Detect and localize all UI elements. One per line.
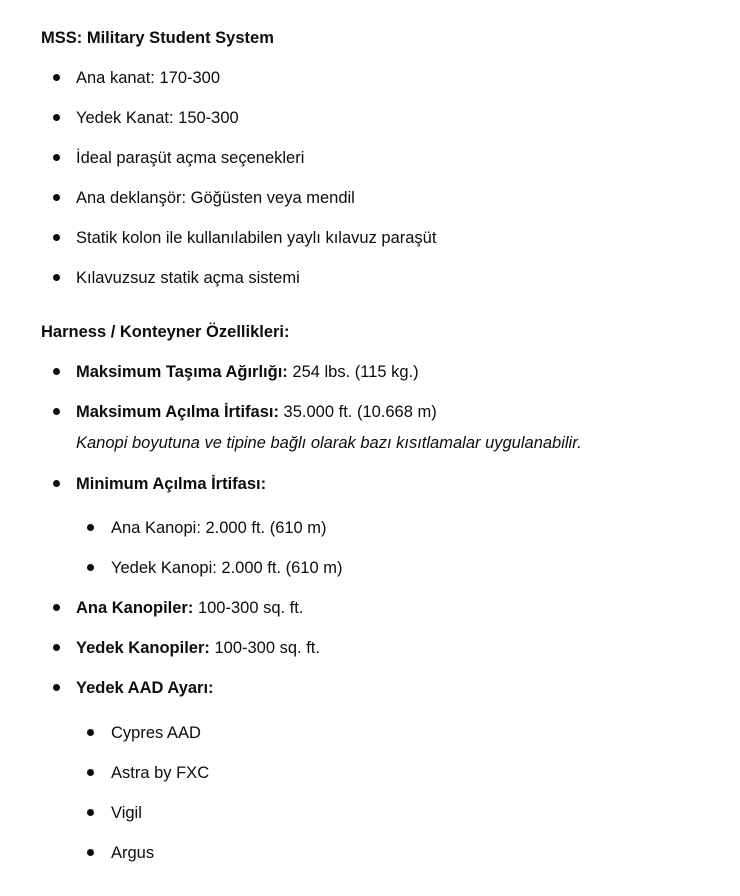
bullet-icon	[53, 274, 60, 281]
bullet-icon	[53, 408, 60, 415]
bullet-icon	[87, 809, 94, 816]
reserve-canopies-value: 100-300 sq. ft.	[209, 639, 320, 657]
min-altitude-label: Minimum Açılma İrtifası:	[76, 475, 267, 493]
main-canopies-value: 100-300 sq. ft.	[193, 599, 304, 617]
aad-subitem	[111, 803, 142, 823]
mss-item-text: Statik kolon ile kullanılabilen yaylı kılavuz paraşüt	[76, 229, 437, 247]
bullet-icon	[53, 604, 60, 611]
bullet-icon	[53, 644, 60, 651]
mss-item-text: Ana deklanşör: Göğüsten veya mendil	[76, 189, 355, 207]
bullet-icon	[53, 234, 60, 241]
mss-item	[76, 108, 239, 128]
mss-item-text: Ana kanat: 170-300	[76, 69, 221, 87]
max-altitude-note: Kanopi boyutuna ve tipine bağlı olarak bazı kısıtlamalar uygulanabilir.	[76, 434, 582, 452]
bullet-icon	[87, 729, 94, 736]
mss-heading: MSS: Military Student System	[41, 29, 274, 47]
aad-item	[76, 678, 214, 698]
aad-subitem-text: Argus	[111, 844, 155, 862]
main-canopies-item	[76, 598, 303, 618]
aad-subitem-text: Cypres AAD	[111, 724, 201, 742]
mss-item	[76, 148, 304, 168]
bullet-icon	[53, 684, 60, 691]
max-altitude-value: 35.000 ft. (10.668 m)	[278, 403, 437, 421]
min-altitude-subitem	[111, 518, 327, 538]
mss-item	[76, 228, 436, 248]
reserve-canopies-item	[76, 638, 320, 658]
mss-item	[76, 268, 300, 288]
main-canopies-label: Ana Kanopiler:	[76, 599, 194, 617]
aad-label: Yedek AAD Ayarı:	[76, 679, 214, 697]
min-altitude-subitem-text: Yedek Kanopi: 2.000 ft. (610 m)	[111, 559, 343, 577]
bullet-icon	[53, 368, 60, 375]
bullet-icon	[53, 74, 60, 81]
bullet-icon	[87, 524, 94, 531]
mss-item-text: Kılavuzsuz statik açma sistemi	[76, 269, 300, 287]
aad-subitem	[111, 763, 209, 783]
mss-item	[76, 68, 220, 88]
bullet-icon	[53, 194, 60, 201]
bullet-icon	[53, 154, 60, 161]
max-altitude-item	[76, 402, 437, 422]
mss-item	[76, 188, 355, 208]
aad-subitem	[111, 843, 154, 863]
max-weight-item	[76, 362, 419, 382]
bullet-icon	[53, 114, 60, 121]
min-altitude-subitem-text: Ana Kanopi: 2.000 ft. (610 m)	[111, 519, 327, 537]
aad-subitem	[111, 723, 201, 743]
harness-heading: Harness / Konteyner Özellikleri:	[41, 323, 290, 341]
bullet-icon	[87, 564, 94, 571]
aad-subitem-text: Vigil	[111, 804, 142, 822]
bullet-icon	[87, 849, 94, 856]
min-altitude-subitem	[111, 558, 342, 578]
bullet-icon	[87, 769, 94, 776]
reserve-canopies-label: Yedek Kanopiler:	[76, 639, 210, 657]
mss-item-text: İdeal paraşüt açma seçenekleri	[76, 149, 305, 167]
max-altitude-label: Maksimum Açılma İrtifası:	[76, 403, 279, 421]
aad-subitem-text: Astra by FXC	[111, 764, 210, 782]
max-weight-label: Maksimum Taşıma Ağırlığı:	[76, 363, 288, 381]
min-altitude-item	[76, 474, 266, 494]
max-weight-value: 254 lbs. (115 kg.)	[287, 363, 419, 381]
bullet-icon	[53, 480, 60, 487]
mss-item-text: Yedek Kanat: 150-300	[76, 109, 239, 127]
